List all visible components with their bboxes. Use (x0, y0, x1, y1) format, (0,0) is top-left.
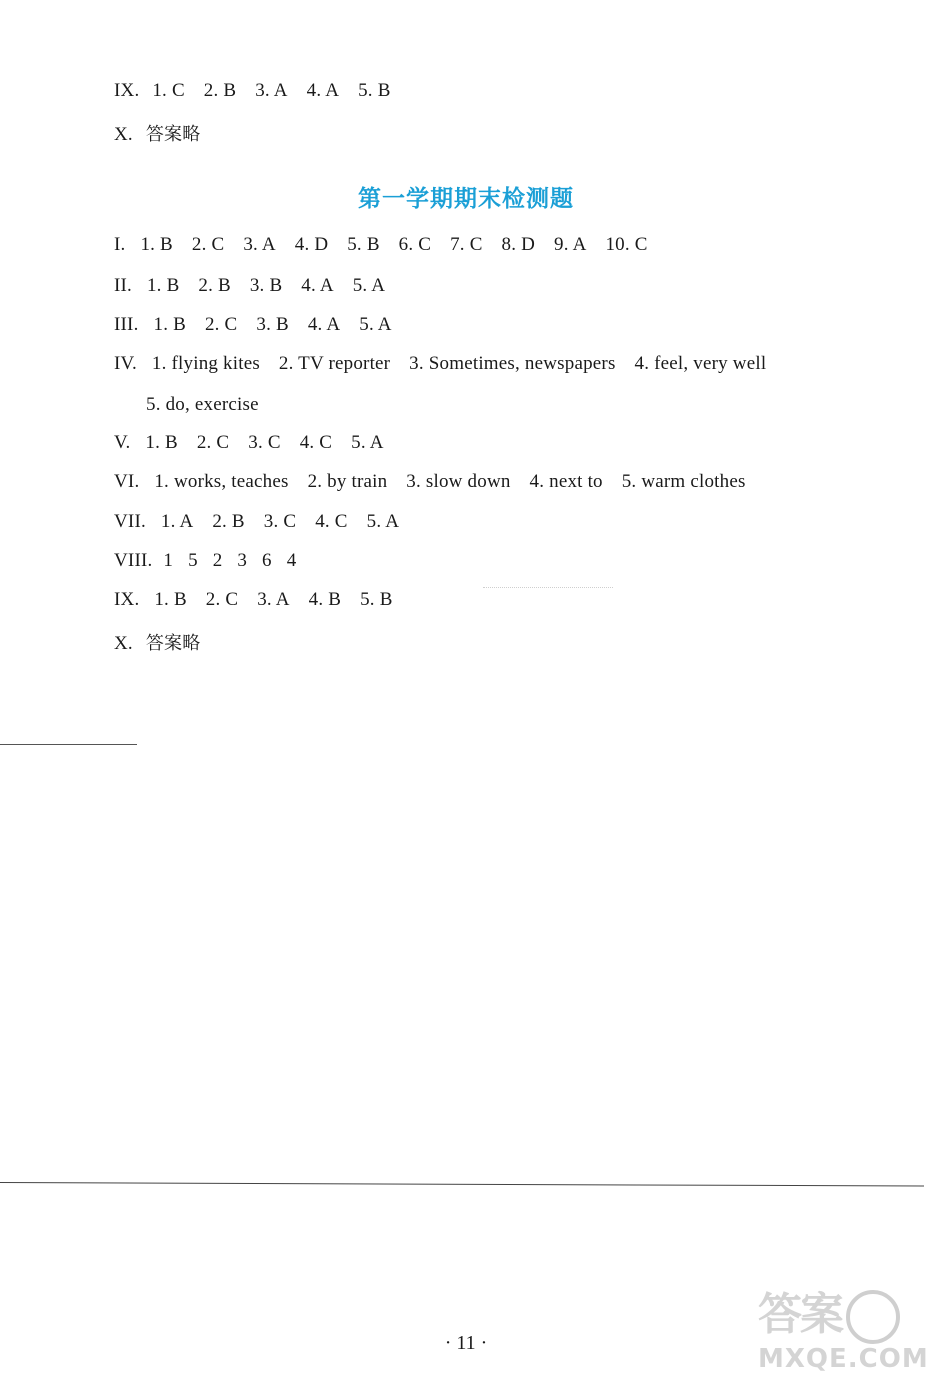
answer-item: 4. feel, very well (634, 353, 767, 374)
answer-item: 1. B (145, 432, 178, 453)
answer-line-vi (114, 471, 760, 493)
divider-long (0, 1182, 924, 1187)
watermark-logo (758, 1290, 928, 1380)
answer-item: 3. A (257, 589, 290, 610)
section-title: 第一学期期末检测题 (358, 186, 574, 212)
watermark-text: 答案 (758, 1289, 842, 1340)
answer-item: 3. B (249, 275, 283, 296)
answer-item: 2. C (205, 589, 239, 610)
line-prefix: I. (114, 234, 126, 255)
answer-item: 2. B (203, 80, 237, 101)
answer-line-iv-continued (146, 394, 273, 416)
line-prefix: II. (114, 275, 133, 296)
answer-item: 4 (286, 550, 297, 571)
answer-item: 8. D (501, 234, 536, 255)
answer-item: 1. A (160, 511, 194, 532)
answer-item: 4. C (315, 511, 348, 532)
answer-item: 5. B (347, 234, 380, 255)
line-prefix: IV. (114, 353, 137, 374)
answer-line-v (114, 432, 398, 454)
answer-item: 2 (212, 550, 223, 571)
answer-item: 3. B (256, 314, 289, 335)
answer-item: 3. Sometimes, newspapers (409, 353, 616, 374)
faint-mark (483, 587, 613, 588)
answer-item: 3 (237, 550, 248, 571)
answer-item: 4. D (294, 234, 329, 255)
answer-item: 4. A (307, 314, 341, 335)
answer-item: 5. B (360, 589, 393, 610)
line-prefix: VIII. (114, 550, 153, 571)
answer-item: 1. works, teaches (154, 471, 289, 492)
answer-line-ix-top (114, 80, 405, 102)
answer-item: 4. A (306, 80, 340, 101)
answer-line-x (114, 629, 200, 655)
watermark-site: MXQE.COM (758, 1344, 929, 1374)
answer-item: 1. flying kites (151, 353, 260, 374)
answer-item: 2. C (191, 234, 225, 255)
answer-line-i (114, 234, 662, 256)
answer-item: 3. C (263, 511, 297, 532)
line-prefix: X. (114, 633, 133, 654)
answer-item: 2. TV reporter (278, 353, 391, 374)
line-prefix: VI. (114, 471, 140, 492)
answer-item: 10. C (605, 234, 648, 255)
answer-item: 2. B (212, 511, 245, 532)
answer-item: 1. B (154, 589, 187, 610)
watermark-badge-icon (846, 1290, 900, 1344)
answer-item: 5. A (359, 314, 392, 335)
answer-item: 2. C (204, 314, 238, 335)
answer-line-vii (114, 511, 413, 533)
answer-item: 2. by train (307, 471, 388, 492)
answer-item: 4. C (299, 432, 333, 453)
answer-item: 5. A (352, 275, 386, 296)
answer-item: 3. A (255, 80, 288, 101)
answer-item: 1. B (140, 234, 173, 255)
answer-item: 6. C (398, 234, 432, 255)
answer-item: 5. A (366, 511, 400, 532)
answer-item: 6 (262, 550, 272, 571)
answer-item: 2. B (198, 275, 231, 296)
answer-item: 4. next to (529, 471, 603, 492)
answer-item: 5. warm clothes (621, 471, 746, 492)
answer-item: 5 (188, 550, 198, 571)
answer-item: 7. C (450, 234, 483, 255)
answer-item: 4. A (301, 275, 334, 296)
answer-item: 9. A (554, 234, 587, 255)
answer-line-ix (114, 589, 407, 611)
divider-short (0, 744, 137, 745)
line-prefix: V. (114, 432, 131, 453)
answer-line-ii (114, 275, 399, 297)
line-prefix: IX. (114, 589, 140, 610)
answer-text: 答案略 (145, 633, 201, 654)
line-prefix: X. (114, 124, 133, 145)
answer-line-iv (114, 353, 780, 375)
line-prefix: IX. (114, 80, 140, 101)
answer-item: 1. B (146, 275, 180, 296)
answer-item: 2. C (196, 432, 230, 453)
answer-item: 3. slow down (406, 471, 511, 492)
answer-line-viii (114, 550, 306, 572)
page-number: · 11 · (444, 1332, 488, 1354)
answer-item: 3. C (248, 432, 281, 453)
answer-item: 5. do, exercise (146, 394, 259, 415)
answer-item: 1. C (152, 80, 185, 101)
answer-item: 5. A (351, 432, 384, 453)
answer-item: 3. A (243, 234, 276, 255)
answer-item: 5. B (358, 80, 391, 101)
answer-text: 答案略 (145, 124, 201, 145)
answer-item: 1. B (153, 314, 186, 335)
line-prefix: VII. (114, 511, 146, 532)
answer-item: 4. B (308, 589, 342, 610)
line-prefix: III. (114, 314, 139, 335)
answer-line-iii (114, 314, 406, 336)
answer-line-x-top (114, 120, 200, 146)
answer-item: 1 (163, 550, 174, 571)
